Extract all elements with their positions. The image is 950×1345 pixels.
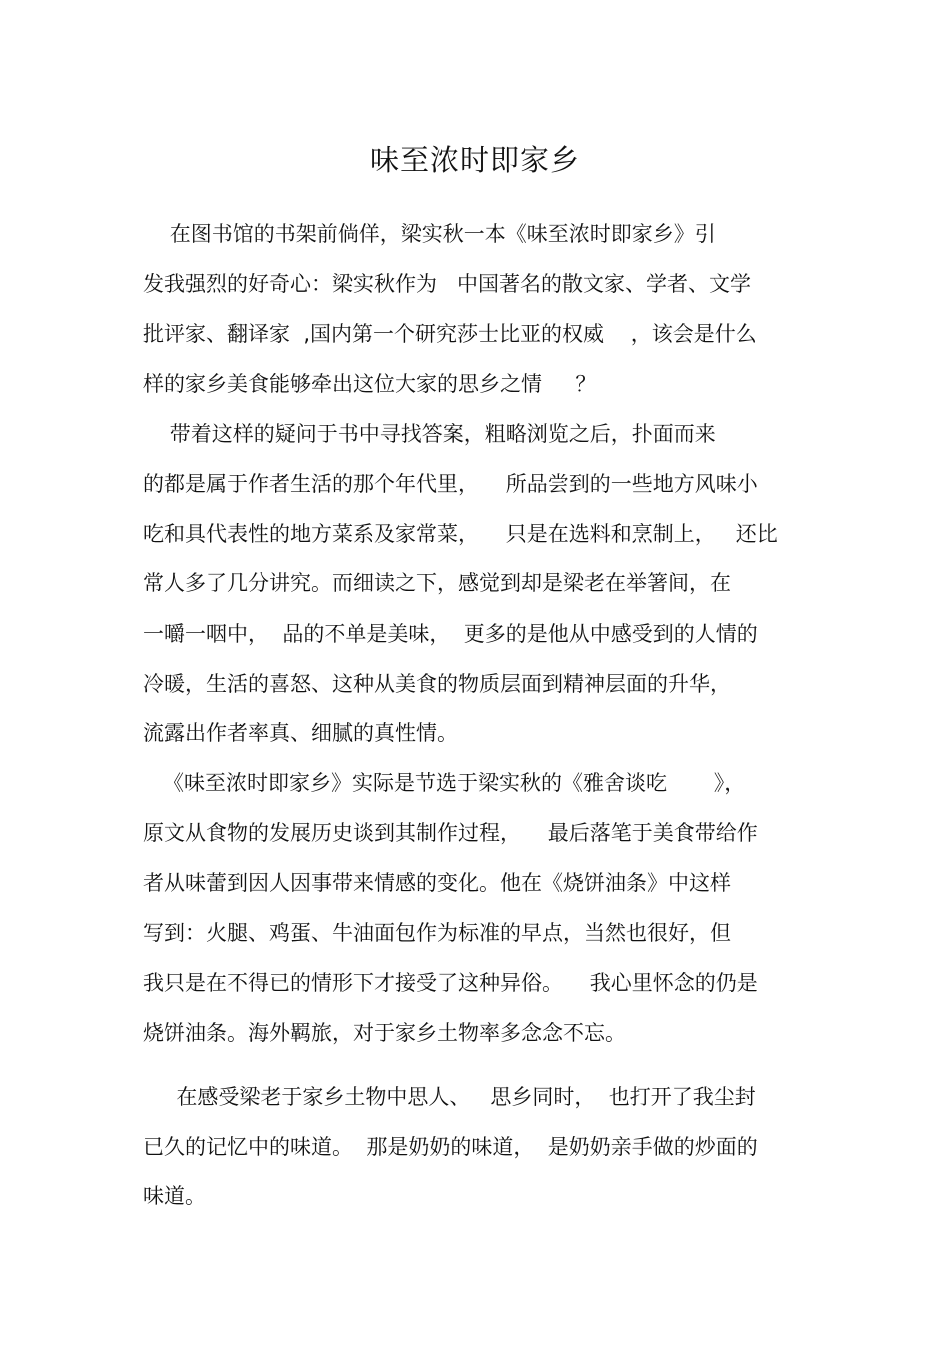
text-line: 样的家乡美食能够牵出这位大家的思乡之情 ？ — [143, 372, 597, 396]
document-title: 味至浓时即家乡 — [369, 143, 580, 177]
text-line: 已久的记忆中的味道。 那是奶奶的味道， 是奶奶亲手做的炒面的 — [143, 1135, 758, 1159]
text-line: 流露出作者率真、细腻的真性情。 — [143, 721, 458, 745]
text-line: 《味至浓时即家乡》实际是节选于梁实秋的《雅舍谈吃 》， — [143, 771, 746, 795]
text-line: 带着这样的疑问于书中寻找答案，粗略浏览之后，扑面而来 — [143, 422, 716, 446]
text-line: 常人多了几分讲究。而细读之下，感觉到却是梁老在举箸间，在 — [143, 571, 731, 595]
text-line: 者从味蕾到因人因事带来情感的变化。他在《烧饼油条》中这样 — [143, 871, 731, 895]
text-line: 味道。 — [143, 1184, 206, 1208]
text-line: 的都是属于作者生活的那个年代里， 所品尝到的一些地方风味小 — [143, 472, 758, 496]
text-line: 一嚼一咽中， 品的不单是美味， 更多的是他从中感受到的人情的 — [143, 622, 758, 646]
text-line: 在图书馆的书架前倘佯，梁实秋一本《味至浓时即家乡》引 — [143, 222, 716, 246]
text-line: 写到：火腿、鸡蛋、牛油面包作为标准的早点，当然也很好，但 — [143, 921, 731, 945]
text-line: 在感受梁老于家乡土物中思人、 思乡同时， 也打开了我尘封 — [143, 1085, 756, 1109]
text-line: 烧饼油条。海外羁旅，对于家乡土物率多念念不忘。 — [143, 1021, 626, 1045]
text-line: 吃和具代表性的地方菜系及家常菜， 只是在选料和烹制上， 还比 — [143, 522, 778, 546]
text-line: 我只是在不得已的情形下才接受了这种异俗。 我心里怀念的仍是 — [143, 971, 758, 995]
text-line: 冷暖，生活的喜怒、这种从美食的物质层面到精神层面的升华， — [143, 672, 731, 696]
text-line: 批评家、翻译家 ,国内第一个研究莎士比亚的权威 ，该会是什么 — [143, 322, 757, 346]
text-line: 原文从食物的发展历史谈到其制作过程， 最后落笔于美食带给作 — [143, 821, 758, 845]
text-line: 发我强烈的好奇心：梁实秋作为 中国著名的散文家、学者、文学 — [143, 272, 752, 296]
